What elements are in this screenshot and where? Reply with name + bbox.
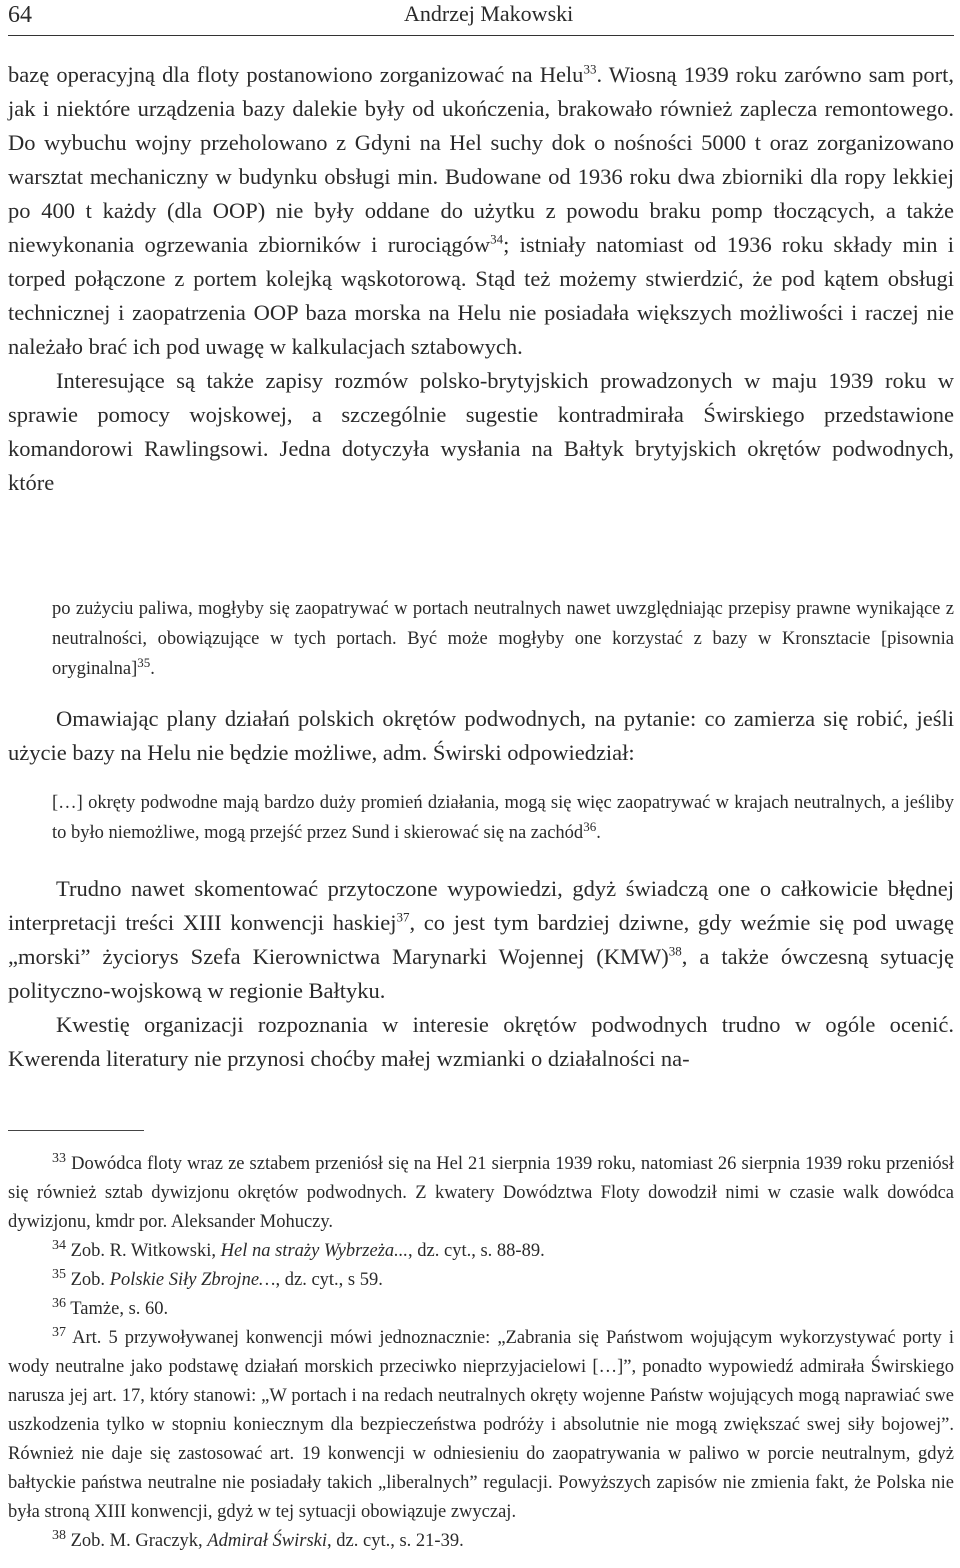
paragraph-1: bazę operacyjną dla floty postanowiono zorganizować na Helu$^{33}$. Wiosną 1939 roku zarówno sam port, jak i niektóre urządzenia bazy dalekie były od ukończenia, brakowało również zaplecza remontowego. Do wybuchu wojny przeholowano z Gdyni na Hel suchy dok o nośności 5000 t oraz zorganizowano warsztat mechaniczny w budynku obsługi min. Budowane od 1936 roku dwa zbiorniki dla ropy lekkiej po 400 t każdy (dla OOP) nie były oddane do użytku z powodu braku pomp tłoczących, a także niewykonania ogrzewania zbiorników i rurociągów$^{34}$; istniały natomiast od 1936 roku składy min i torped połączone z portem kolejką wąskotorową. Stąd też możemy stwierdzić, że pod kątem obsługi technicznej i zaopatrzenia OOP baza morska na Helu nie posiadała większych możliwości i raczej nie należało brać ich pod uwagę w kalkulacjach sztabowych. (8, 61, 954, 359)
footnote-ref-33: 33 (583, 61, 597, 77)
footnote-36: $^{36}$ Tamże, s. 60. (52, 1295, 169, 1319)
footnote-33: $^{33}$ Dowódca floty wraz ze sztabem przeniósł się na Hel 21 sierpnia 1939 roku, natomiast 26 sierpnia 1939 roku przeniósł się również sztab dywizjonu okrętów podwodnych. Z kwatery Dowództwa Floty dowodził nimi w czasie walk dowódca dywizjonu, kmdr por. Aleksander Mohuczy. (8, 1150, 954, 1232)
footnote-37: $^{37}$ Art. 5 przywoływanej konwencji mówi jednoznacznie: „Zabrania się Państwom wojującym wykorzystywać porty i wody neutralne jako podstawę działań morskich przeciwko nieprzyjacielowi […]”, ponadto wypowiedź admirała Świrskiego narusza jej art. 17, który stanowi: „W portach i na redach neutralnych okręty wojenne Państw wojujących mogą naprawiać swe uszkodzenia tylko w stopniu koniecznym dla bezpieczeństwa podróży i absolutnie nie mogą zwiększać swej siły bojowej”. Również nie daje się zastosować art. 19 konwencji w odniesieniu do zaopatrywania w paliwo w porcie neutralnym, gdyż bałtyckie państwa neutralne nie posiadały takich „liberalnych” regulacji. Powyższych zapisów nie zmienia fakt, że Polska nie była stroną XIII konwencji, gdyż w tej sytuacji obowiązuje zwyczaj. (8, 1324, 954, 1522)
footnote-ref-35: 35 (137, 654, 151, 670)
block-quote-2: […] okręty podwodne mają bardzo duży promień działania, mogą się więc zaopatrywać w krajach neutralnych, a jeśliby to było niemożliwe, mogą przejść przez Sund i skierować się na zachód$^{36}$. (52, 793, 954, 843)
footnote-35: $^{35}$ Zob. Polskie Siły Zbrojne…, dz. cyt., s 59. (52, 1266, 383, 1290)
footnote-ref-38: 38 (668, 943, 682, 959)
main-text-block-2 (8, 702, 954, 770)
footnote-38: $^{38}$ Zob. M. Graczyk, Admirał Świrski, dz. cyt., s. 21-39. (52, 1527, 464, 1551)
main-text-block-1 (8, 58, 954, 500)
page-header (8, 0, 954, 36)
footnote-separator (8, 1130, 144, 1131)
paragraph-5: Kwestię organizacji rozpoznania w interesie okrętów podwodnych trudno w ogóle ocenić. Kwerenda literatury nie przynosi choćby małej wzmianki o działalności na- (8, 1012, 954, 1071)
paragraph-4: Trudno nawet skomentować przytoczone wypowiedzi, gdyż świadczą one o całkowicie błędnej interpretacji treści XIII konwencji haskiej$^{37}$, co jest tym bardziej dziwne, gdy weźmie się pod uwagę „morski” życiorys Szefa Kierownictwa Marynarki Wojennej (KMW)$^{38}$, a także ówczesną sytuację polityczno-wojskową w regionie Bałtyku. (8, 876, 954, 1003)
running-head: Andrzej Makowski (404, 1, 574, 26)
footnote-34: $^{34}$ Zob. R. Witkowski, Hel na straży Wybrzeża..., dz. cyt., s. 88-89. (52, 1237, 545, 1261)
footnote-ref-34: 34 (490, 231, 504, 247)
paragraph-3: Omawiając plany działań polskich okrętów podwodnych, na pytanie: co zamierza się robić, jeśli użycie bazy na Helu nie będzie możliwe, adm. Świrski odpowiedział: (8, 706, 954, 765)
block-quote-1: po zużyciu paliwa, mogłyby się zaopatrywać w portach neutralnych nawet uwzględniając przepisy prawne wynikające z neutralności, obowiązujące w tych portach. Być może mogłyby one korzystać z bazy w Kronsztacie [pisownia oryginalna]$^{35}$. (52, 599, 954, 679)
main-text-block-3 (8, 872, 954, 1076)
footnotes (8, 1150, 954, 1556)
footnote-ref-37: 37 (396, 909, 410, 925)
paragraph-2: Interesujące są także zapisy rozmów polsko-brytyjskich prowadzonych w maju 1939 roku w sprawie pomocy wojskowej, a szczególnie sugestie kontradmirała Świrskiego przedstawione komandorowi Rawlingsowi. Jedna dotyczyła wysłania na Bałtyk brytyjskich okrętów podwodnych, które (8, 368, 954, 495)
footnote-ref-36: 36 (583, 818, 597, 834)
page-number: 64 (8, 2, 32, 28)
